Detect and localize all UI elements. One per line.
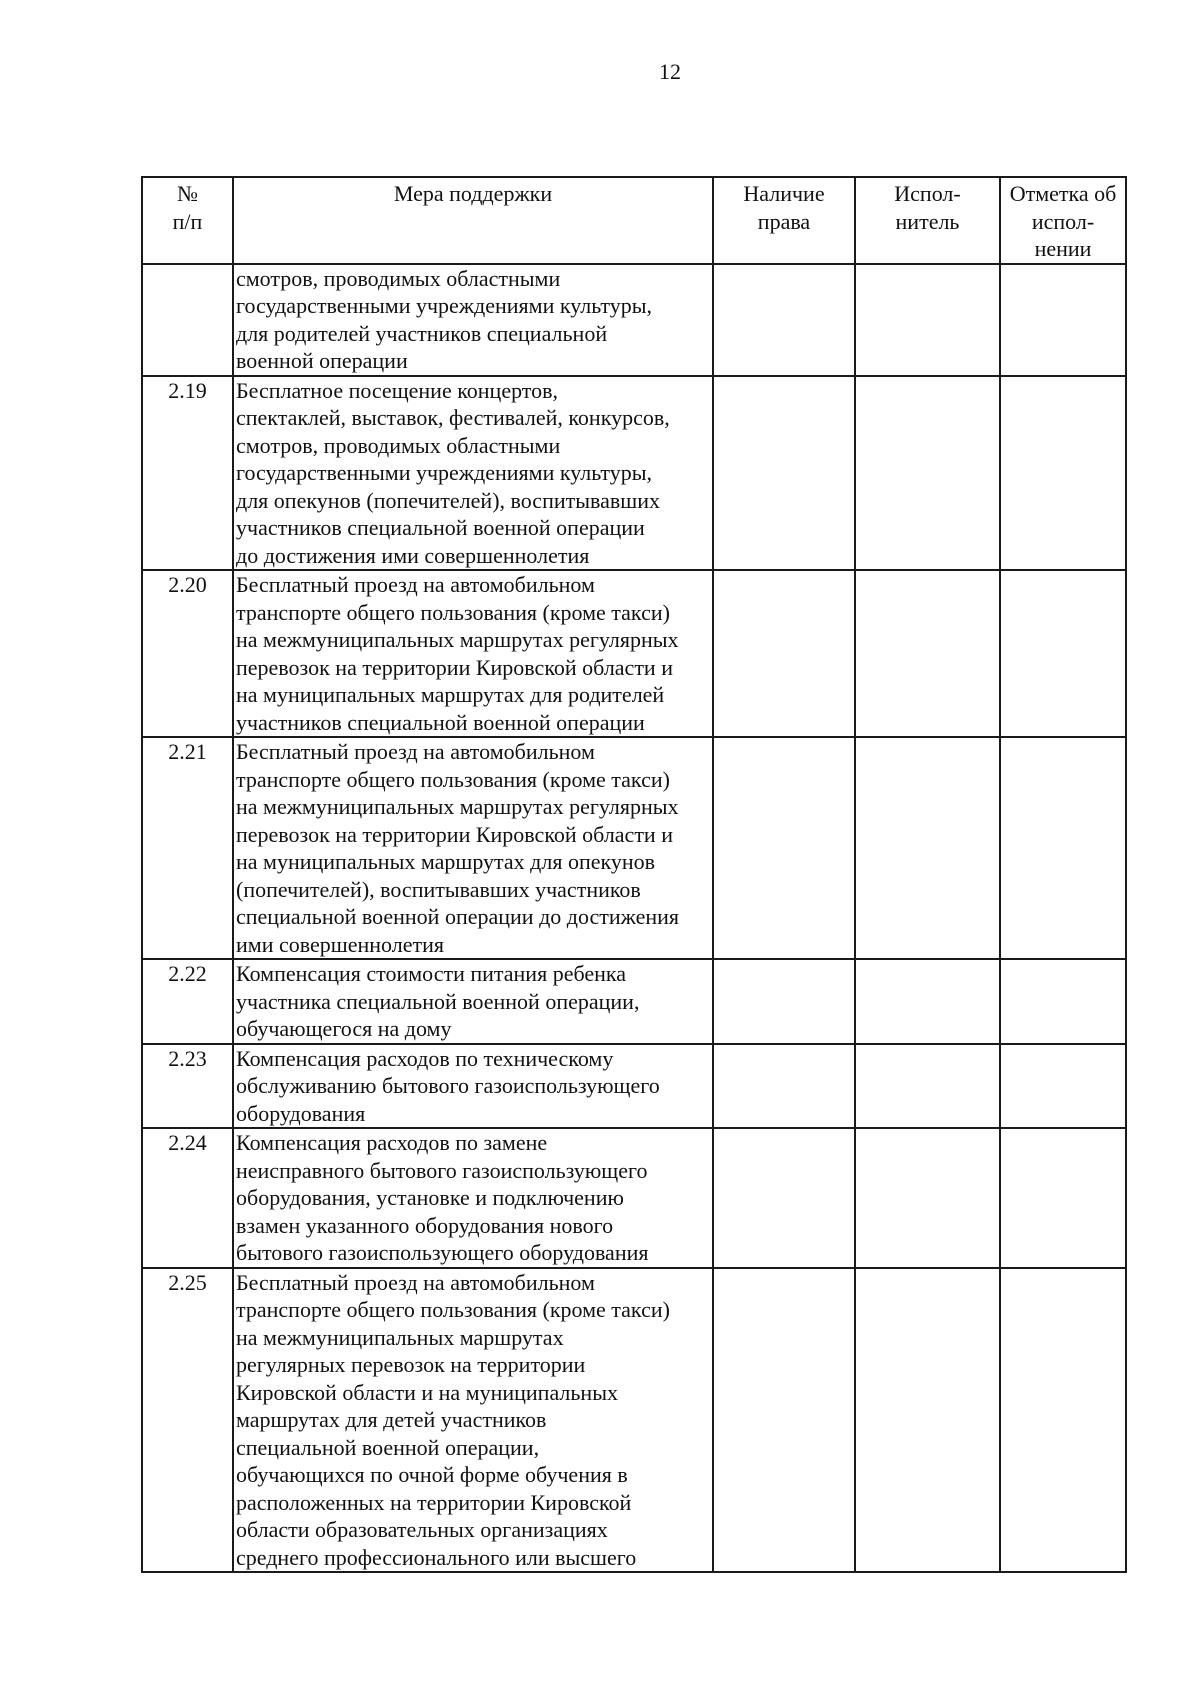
row-right: [713, 1044, 855, 1129]
row-executor: [855, 737, 1000, 959]
row-measure: Компенсация расходов по замене неисправного бытового газоиспользующего оборудования, установке и подключению взамен указанного оборудования нового бытового газоиспользующего оборудования: [233, 1128, 713, 1268]
row-number: 2.20: [142, 570, 233, 737]
row-number: 2.19: [142, 376, 233, 571]
header-num-line: п/п: [172, 208, 203, 234]
row-measure: Компенсация расходов по техническому обслуживанию бытового газоиспользующего оборудования: [233, 1044, 713, 1129]
header-measure: [233, 177, 713, 264]
row-executor: [855, 264, 1000, 376]
row-measure: Бесплатный проезд на автомобильном транспорте общего пользования (кроме такси) на межмуниципальных маршрутах регулярных перевозок на территории Кировской области и на муниципальных маршрутах для родителей участников специальной военной операции: [233, 570, 713, 737]
table-body: [142, 264, 1126, 1573]
row-executor: [855, 959, 1000, 1044]
row-number: [142, 264, 233, 376]
table-row: [142, 1268, 1126, 1573]
row-right: [713, 737, 855, 959]
row-mark: [1000, 376, 1126, 571]
row-right: [713, 1268, 855, 1573]
table-header: [142, 177, 1126, 264]
row-mark: [1000, 570, 1126, 737]
header-num-line: №: [177, 181, 198, 206]
row-right: [713, 376, 855, 571]
row-mark: [1000, 264, 1126, 376]
row-executor: [855, 1128, 1000, 1268]
row-right: [713, 264, 855, 376]
row-mark: [1000, 737, 1126, 959]
table-row: [142, 264, 1126, 376]
row-number: 2.24: [142, 1128, 233, 1268]
header-mark: [1000, 177, 1126, 264]
table-row: [142, 737, 1126, 959]
row-mark: [1000, 959, 1126, 1044]
row-executor: [855, 570, 1000, 737]
row-executor: [855, 1268, 1000, 1573]
row-number: 2.21: [142, 737, 233, 959]
row-measure: Бесплатный проезд на автомобильном транспорте общего пользования (кроме такси) на межмуниципальных маршрутах регулярных перевозок на территории Кировской области и на муниципальных маршрутах для опекунов (попечителей), воспитывавших участников специальной военной операции до достижения ими совершеннолетия: [233, 737, 713, 959]
row-measure: смотров, проводимых областными государственными учреждениями культуры, для родителей участников специальной военной операции: [233, 264, 713, 376]
table-row: [142, 1128, 1126, 1268]
header-executor-line: нитель: [895, 208, 960, 234]
support-measures-table: [141, 176, 1127, 1573]
row-mark: [1000, 1268, 1126, 1573]
header-right-line: права: [757, 208, 811, 234]
row-mark: [1000, 1044, 1126, 1129]
header-measure-label: Мера поддержки: [393, 181, 553, 206]
row-number: 2.22: [142, 959, 233, 1044]
page-number: 12: [659, 59, 681, 84]
header-row: [142, 177, 1126, 264]
header-executor: [855, 177, 1000, 264]
header-right-line: Наличие: [743, 181, 825, 206]
row-right: [713, 959, 855, 1044]
header-num: [142, 177, 233, 264]
row-right: [713, 1128, 855, 1268]
row-measure: Бесплатное посещение концертов, спектаклей, выставок, фестивалей, конкурсов, смотров, проводимых областными государственными учреждениями культуры, для опекунов (попечителей), воспитывавших участников специальной военной операции до достижения ими совершеннолетия: [233, 376, 713, 571]
header-mark-line: нении: [1034, 236, 1092, 261]
row-right: [713, 570, 855, 737]
row-measure: Бесплатный проезд на автомобильном транспорте общего пользования (кроме такси) на межмуниципальных маршрутах регулярных перевозок на территории Кировской области и на муниципальных маршрутах для детей участников специальной военной операции, обучающихся по очной форме обучения в расположенных на территории Кировской области образовательных организациях среднего профессионального или высшего: [233, 1268, 713, 1573]
row-executor: [855, 376, 1000, 571]
header-right: [713, 177, 855, 264]
header-executor-line: Испол-: [894, 181, 961, 206]
row-number: 2.25: [142, 1268, 233, 1573]
table-row: [142, 570, 1126, 737]
row-number: 2.23: [142, 1044, 233, 1129]
table-row: [142, 1044, 1126, 1129]
row-executor: [855, 1044, 1000, 1129]
table-row: [142, 959, 1126, 1044]
header-mark-line: Отметка об: [1009, 181, 1117, 206]
row-mark: [1000, 1128, 1126, 1268]
table-row: [142, 376, 1126, 571]
header-mark-line: испол-: [1031, 208, 1095, 234]
row-measure: Компенсация стоимости питания ребенка участника специальной военной операции, обучающегося на дому: [233, 959, 713, 1044]
